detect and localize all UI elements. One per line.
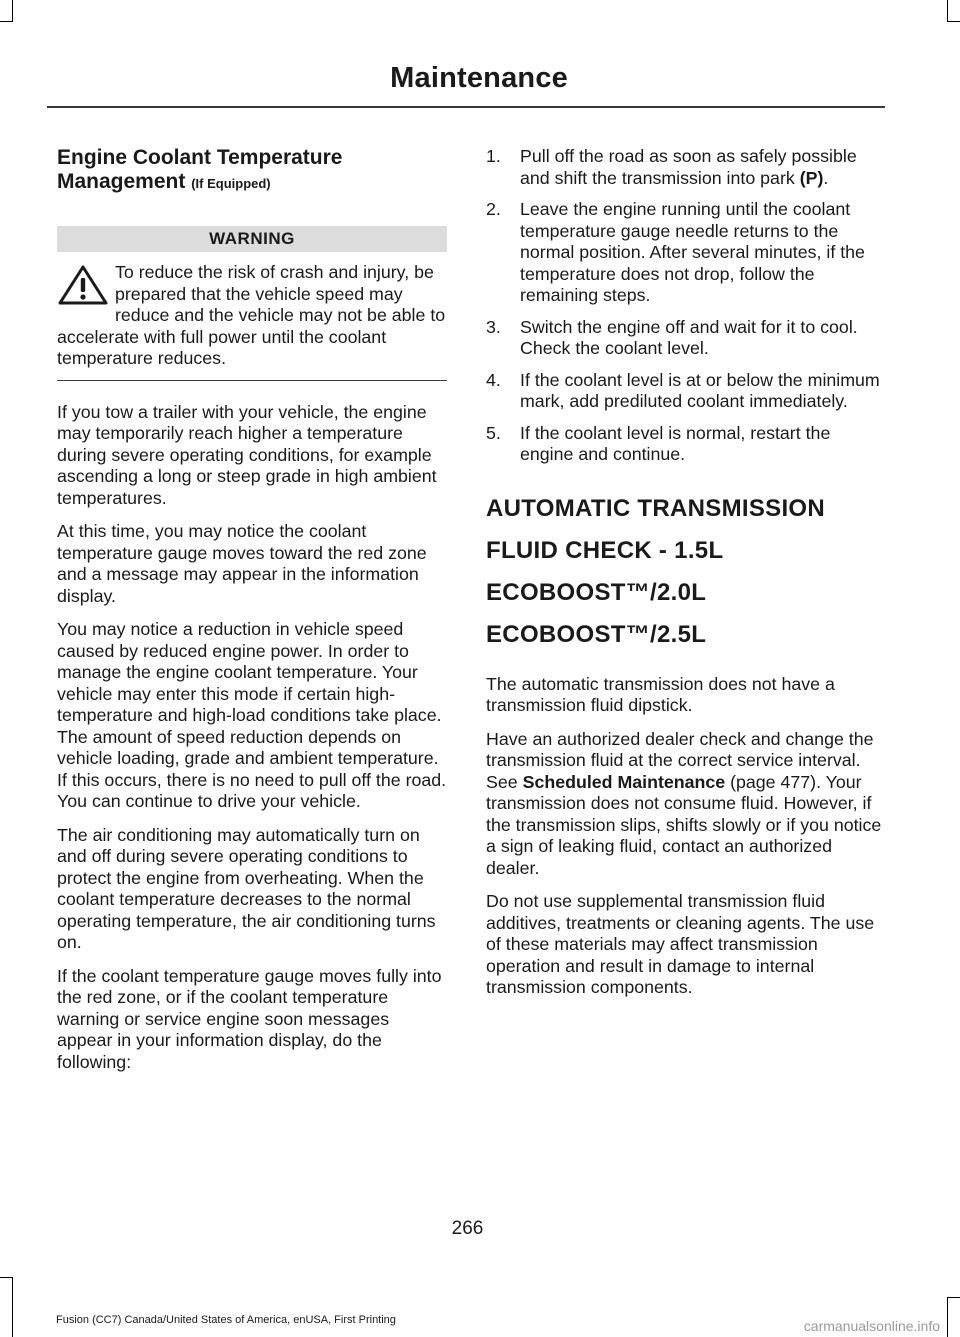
paragraph: You may notice a reduction in vehicle speed caused by reduced engine power. In order to manage the engine coolant temperature. Your vehicle may enter this mode if certain high-temperature and high-load conditions take place. The amount of speed reduction depends on vehicle loading, grade and ambient temperature. If this occurs, there is no need to pull off the road. You can continue to drive your vehicle.	[57, 619, 447, 811]
scheduled-maintenance-link[interactable]: Scheduled Maintenance	[522, 771, 726, 792]
header-divider	[47, 106, 885, 108]
warning-text: To reduce the risk of crash and injury, be prepared that the vehicle speed may reduce and the vehicle may not be able to accelerate with full power until the coolant temperature reduces.	[57, 262, 446, 368]
crop-mark	[947, 0, 948, 22]
crop-mark	[947, 21, 960, 22]
if-equipped-label: (If Equipped)	[191, 176, 271, 191]
transmission-section-title: AUTOMATIC TRANSMISSION FLUID CHECK - 1.5L ECOBOOST™/2.0L ECOBOOST™/2.5L	[486, 494, 826, 648]
list-item: 1. Pull off the road as soon as safely possible and shift the transmission into park (P).	[486, 146, 857, 188]
crop-mark	[12, 1277, 13, 1337]
watermark: carmanualsonline.info	[803, 1318, 940, 1334]
list-item: 3. Switch the engine off and wait for it to cool. Check the coolant level.	[486, 316, 858, 358]
paragraph: The automatic transmission does not have a transmission fluid dipstick.	[486, 673, 835, 715]
left-column	[57, 146, 447, 1073]
warning-banner: WARNING	[57, 226, 447, 252]
paragraph: The air conditioning may automatically turn on and off during severe operating conditions to protect the engine from overheating. When the coolant temperature decreases to the normal operating temperature, the air conditioning turns on.	[57, 824, 436, 952]
coolant-steps-list	[486, 146, 882, 466]
crop-mark	[0, 21, 13, 22]
paragraph: If you tow a trailer with your vehicle, the engine may temporarily reach higher a temperature during severe operating conditions, for example ascending a long or steep grade in high ambient temperatures.	[57, 401, 437, 508]
coolant-section-title: Engine Coolant Temperature Management (If Equipped)	[57, 146, 343, 193]
page-title: Maintenance	[390, 62, 568, 94]
paragraph: If the coolant temperature gauge moves fully into the red zone, or if the coolant temperature warning or service engine soon messages appear in your information display, do the following:	[57, 965, 442, 1072]
paragraph: At this time, you may notice the coolant temperature gauge moves toward the red zone and a message may appear in the information display.	[57, 521, 427, 606]
coolant-paragraphs	[57, 402, 447, 1074]
right-column	[486, 146, 882, 999]
crop-mark	[947, 1297, 960, 1298]
transmission-paragraphs	[486, 674, 882, 999]
paragraph: Have an authorized dealer check and change the transmission fluid at the correct service interval. See Scheduled Maintenance (page 477). Your transmission does not consume fluid. However, if the transmission slips, shifts slowly or if you notice a sign of leaking fluid, contact an authorized dealer.	[486, 728, 882, 878]
footer-text: Fusion (CC7) Canada/United States of America, enUSA, First Printing	[56, 1314, 396, 1326]
crop-mark	[947, 1297, 948, 1337]
list-item: 2. Leave the engine running until the coolant temperature gauge needle returns to the normal position. After several minutes, if the temperature does not drop, follow the remaining steps.	[486, 199, 865, 305]
page-number: 266	[451, 1218, 484, 1239]
warning-triangle-icon	[57, 264, 109, 306]
paragraph: Do not use supplemental transmission fluid additives, treatments or cleaning agents. The use of these materials may affect transmission operation and result in damage to internal transmission components.	[486, 891, 875, 997]
warning-box	[57, 262, 447, 381]
list-item: 4. If the coolant level is at or below the minimum mark, add prediluted coolant immediately.	[486, 369, 880, 411]
crop-mark	[0, 1277, 13, 1278]
crop-mark	[12, 0, 13, 22]
list-item: 5. If the coolant level is normal, restart the engine and continue.	[486, 422, 831, 464]
